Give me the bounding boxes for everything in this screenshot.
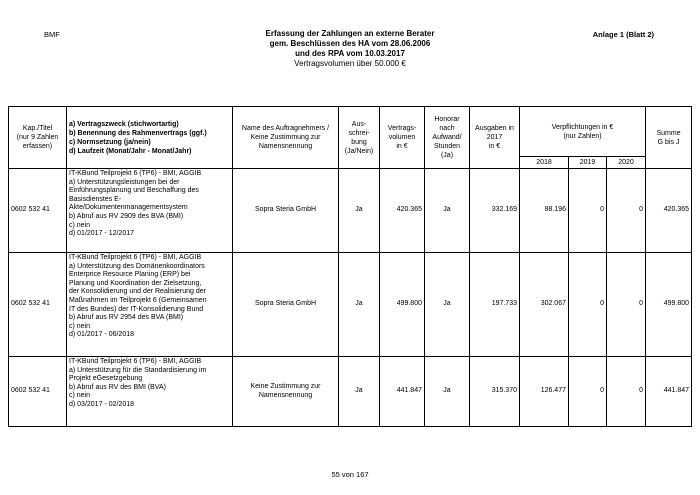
subtitle: Vertragsvolumen über 50.000 €	[294, 59, 406, 68]
col-summe-header	[646, 107, 692, 169]
text-line: c) Normsetzung (ja/nein)	[69, 138, 151, 146]
text-line: Projekt eGesetzgebung	[69, 375, 143, 383]
cell-ausgaben: 315.370	[470, 357, 520, 427]
page-number: 55 von 167	[331, 470, 369, 479]
text-line: Maßnahmen im Teilprojekt 6 (Gemeinsamen	[69, 296, 207, 304]
table-row	[9, 253, 692, 357]
table-row	[9, 169, 692, 253]
cell-2019: 0	[569, 357, 607, 427]
text-line: (Ja)	[440, 152, 454, 159]
cell-honorar: Ja	[425, 169, 470, 253]
text-line: Stunden	[433, 143, 461, 150]
cell-ausgaben: 197.733	[470, 253, 520, 357]
text-line: (Ja/Nein)	[344, 147, 374, 155]
col-year-2019: 2019	[569, 157, 607, 169]
col-year-2020: 2020	[607, 157, 646, 169]
text-line: Aus-	[351, 120, 367, 128]
col-year-2018: 2018	[520, 157, 569, 169]
text-line: Namensnennung	[258, 391, 313, 399]
cell-volumen: 499.800	[380, 253, 425, 357]
table-row	[9, 357, 692, 427]
text-line: Akte/Dokumentenmanagementsystem	[69, 204, 188, 212]
text-line: Sopra Steria GmbH	[254, 206, 317, 214]
col-ausgaben-header	[470, 107, 520, 169]
text-line: erfassen)	[22, 143, 53, 150]
text-line: c) nein	[69, 392, 91, 400]
cell-auftragnehmer	[233, 169, 339, 253]
text-line: b) Abruf aus RV 2909 des BVA (BMI)	[69, 212, 184, 220]
cell-2018: 88.196	[520, 169, 569, 253]
text-line: b) Abruf aus RV 2954 des BVA (BMI)	[69, 314, 184, 322]
cell-kap: 0602 532 41	[9, 253, 67, 357]
text-line: Summe	[656, 129, 681, 137]
text-line: Honorar	[434, 116, 460, 123]
text-line: Enterprice Resource Planing (ERP) bei	[69, 271, 191, 279]
cell-ausschreibung: Ja	[339, 357, 380, 427]
cell-auftragnehmer	[233, 357, 339, 427]
text-line: Verpflichtungen in €	[551, 123, 614, 131]
cell-honorar: Ja	[425, 253, 470, 357]
col-desc-header	[67, 107, 233, 169]
text-line: Keine Zustimmung zur	[250, 134, 321, 141]
cell-2018: 126.477	[520, 357, 569, 427]
text-line: in €	[488, 143, 501, 150]
text-line: Aufwand/	[432, 134, 462, 141]
col-ausschreibung-header	[339, 107, 380, 169]
text-line: b) Benennung des Rahmenvertrags (ggf.)	[69, 129, 207, 137]
cell-ausschreibung: Ja	[339, 169, 380, 253]
cell-kap: 0602 532 41	[9, 357, 67, 427]
cell-2020: 0	[607, 253, 646, 357]
header-left-label: BMF	[44, 30, 60, 39]
text-line: (nur Zahlen)	[563, 132, 602, 140]
text-line: Kap./Titel	[22, 125, 53, 132]
cell-auftragnehmer	[233, 253, 339, 357]
text-line: in €	[396, 143, 408, 150]
cell-desc	[67, 253, 233, 357]
text-line: d) 01/2017 - 06/2018	[69, 331, 134, 339]
cell-summe: 441.847	[646, 357, 692, 427]
text-line: a) Vertragszweck (stichwortartig)	[69, 120, 179, 128]
text-line: Ausgaben in	[475, 125, 514, 132]
col-kap-header	[9, 107, 67, 169]
text-line: Keine Zustimmung zur	[250, 382, 321, 390]
header-right-label: Anlage 1 (Blatt 2)	[592, 30, 654, 39]
cell-summe: 499.800	[646, 253, 692, 357]
cell-kap: 0602 532 41	[9, 169, 67, 253]
text-line: d) 03/2017 - 02/2018	[69, 400, 134, 408]
text-line: schrei-	[348, 129, 370, 137]
text-line: c) nein	[69, 322, 91, 330]
text-line: c) nein	[69, 221, 91, 229]
cell-ausschreibung: Ja	[339, 253, 380, 357]
text-line: bung	[351, 138, 367, 146]
text-line: G bis J	[657, 138, 680, 146]
cell-2020: 0	[607, 357, 646, 427]
col-volumen-header	[380, 107, 425, 169]
text-line: Basisdienstes E-	[69, 195, 122, 203]
text-line: IT-KBund Teilprojekt 6 (TP6) - BMI, AGGIB	[69, 170, 202, 177]
text-line: Planung und Koordination der Zielsetzung,	[69, 279, 202, 287]
text-line: IT des Bundes) der IT-Konsolidierung Bund	[69, 305, 204, 313]
cell-2019: 0	[569, 253, 607, 357]
col-verpflichtungen-header	[520, 107, 646, 157]
text-line: d) Laufzeit (Monat/Jahr - Monat/Jahr)	[69, 147, 192, 155]
text-line: Sopra Steria GmbH	[254, 300, 317, 308]
cell-ausgaben: 332.169	[470, 169, 520, 253]
cell-2018: 302.067	[520, 253, 569, 357]
text-line: Einführungsplanung und Beschaffung des	[69, 187, 199, 195]
cell-volumen: 420.365	[380, 169, 425, 253]
text-line: a) Unterstützung des Domänenkoordinators	[69, 262, 205, 270]
text-line: nach	[439, 125, 455, 132]
cell-2019: 0	[569, 169, 607, 253]
cell-2020: 0	[607, 169, 646, 253]
page-title	[200, 29, 500, 69]
text-line: volumen	[388, 134, 416, 141]
cell-honorar: Ja	[425, 357, 470, 427]
cell-desc	[67, 169, 233, 253]
col-auftragnehmer-header	[233, 107, 339, 169]
cell-volumen: 441.847	[380, 357, 425, 427]
text-line: d) 01/2017 - 12/2017	[69, 230, 134, 238]
col-honorar-header	[425, 107, 470, 169]
text-line: Namensnennung	[258, 143, 313, 150]
text-line: a) Unterstützung für die Standardisierung im	[69, 366, 207, 374]
text-line: Name des Auftragnehmers /	[241, 125, 330, 132]
text-line: (nur 9 Zahlen	[16, 134, 59, 141]
title-line: und des RPA vom 10.03.2017	[295, 49, 405, 58]
title-line: gem. Beschlüssen des HA vom 28.06.2006	[269, 39, 431, 48]
text-line: der Konsolidierung und der Realisierung der	[69, 288, 206, 296]
text-line: b) Abruf aus RV des BMI (BVA)	[69, 383, 167, 391]
cell-summe: 420.365	[646, 169, 692, 253]
text-line: IT-KBund Teilprojekt 6 (TP6) - BMI, AGGIB	[69, 254, 202, 261]
text-line: 2017	[486, 134, 503, 141]
title-line: Erfassung der Zahlungen an externe Berater	[265, 29, 435, 38]
text-line: a) Unterstützungsleistungen bei der	[69, 178, 180, 186]
payments-table	[8, 106, 692, 427]
text-line: IT-KBund Teilprojekt 6 (TP6) - BMI, AGGIB	[69, 358, 202, 365]
text-line: Vertrags-	[387, 125, 417, 132]
cell-desc	[67, 357, 233, 427]
